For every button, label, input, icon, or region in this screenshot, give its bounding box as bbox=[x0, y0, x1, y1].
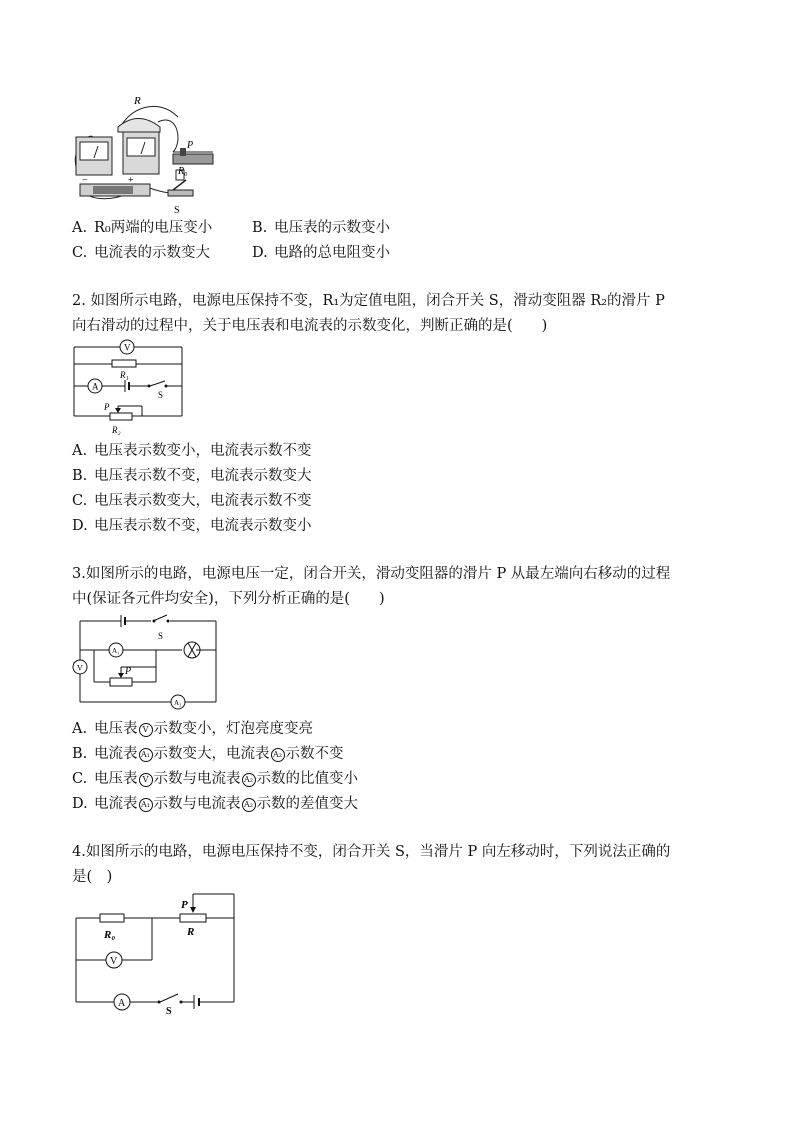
q3-stem-line2: 中(保证各元件均安全)，下列分析正确的是( ) bbox=[72, 591, 385, 607]
q3-option-b-text3: 示数不变 bbox=[285, 746, 344, 762]
ammeter-a2-symbol-icon: A₂ bbox=[242, 773, 256, 787]
q4-label-P: P bbox=[181, 899, 188, 911]
q1-option-d[interactable] bbox=[252, 244, 390, 262]
q3-option-d-text3: 示数的差值变大 bbox=[256, 796, 358, 812]
q2-circuit-figure bbox=[70, 338, 188, 438]
q1-label-minus: − bbox=[82, 175, 88, 186]
q3-option-c-label: C. bbox=[72, 771, 88, 787]
q2-option-b[interactable] bbox=[72, 467, 312, 485]
q1-label-P: P bbox=[187, 140, 194, 151]
q2-option-c[interactable] bbox=[72, 492, 312, 510]
q4-ammeter-label: A bbox=[118, 998, 126, 1009]
q3-option-d-text1: 电流表 bbox=[94, 796, 138, 812]
q4-label-R0: R₀ bbox=[104, 929, 116, 941]
q4-voltmeter-label: V bbox=[110, 956, 118, 967]
q1-option-b-text: 电压表的示数变小 bbox=[274, 220, 390, 236]
q2-option-c-label: C. bbox=[72, 493, 88, 509]
q3-option-a-text1: 电压表 bbox=[94, 721, 138, 737]
ammeter-a2-symbol-icon: A₂ bbox=[242, 798, 256, 812]
q3-label-S: S bbox=[158, 631, 164, 641]
q3-circuit-figure bbox=[66, 612, 224, 718]
q4-stem-line1: 4.如图所示的电路，电源电压保持不变，闭合开关 S，当滑片 P 向左移动时，下列说法正确的 bbox=[72, 844, 671, 860]
q4-label-S: S bbox=[166, 1006, 172, 1016]
q3-stem-line1: 3.如图所示的电路，电源电压一定，闭合开关，滑动变阻器的滑片 P 从最左端向右移动的过程 bbox=[72, 566, 671, 582]
q3-option-c[interactable] bbox=[72, 770, 358, 788]
q4-label-R: R bbox=[187, 926, 195, 938]
q1-option-d-label: D. bbox=[252, 245, 268, 261]
q2-label-R2: R₂ bbox=[112, 425, 121, 435]
q4-stem-line2: 是( ) bbox=[72, 869, 113, 885]
ammeter-a1-symbol-icon: A₁ bbox=[139, 798, 153, 812]
q3-voltmeter-label: V bbox=[77, 663, 83, 673]
q2-stem-line2: 向右滑动的过程中，关于电压表和电流表的示数变化，判断正确的是( ) bbox=[72, 318, 548, 334]
q1-option-c-text: 电流表的示数变大 bbox=[94, 245, 210, 261]
q3-option-c-text2: 示数与电流表 bbox=[153, 771, 241, 787]
q1-label-S: S bbox=[174, 205, 180, 216]
q1-label-R: R bbox=[134, 95, 141, 107]
q2-label-R1: R₁ bbox=[120, 370, 129, 380]
q2-option-c-text: 电压表示数变大，电流表示数不变 bbox=[94, 493, 312, 509]
q1-option-a-text: R₀两端的电压变小 bbox=[94, 220, 213, 236]
q3-option-a-text2: 示数变小，灯泡亮度变亮 bbox=[153, 721, 313, 737]
q2-option-d[interactable] bbox=[72, 517, 312, 535]
q1-option-b[interactable] bbox=[252, 219, 390, 237]
q3-option-b-text2: 示数变大，电流表 bbox=[153, 746, 270, 762]
q3-option-d-text2: 示数与电流表 bbox=[153, 796, 241, 812]
q2-voltmeter-label: V bbox=[124, 342, 131, 353]
q1-option-a[interactable] bbox=[72, 219, 212, 237]
voltmeter-symbol-icon: V bbox=[139, 773, 153, 787]
q2-stem-line1: 2. 如图所示电路，电源电压保持不变，R₁为定值电阻，闭合开关 S，滑动变阻器 R₂的滑片 P bbox=[72, 293, 665, 309]
q1-option-d-text: 电路的总电阻变小 bbox=[274, 245, 390, 261]
q3-option-b-label: B. bbox=[72, 746, 88, 762]
q4-circuit-figure bbox=[70, 890, 242, 1016]
q3-option-a-label: A. bbox=[72, 721, 88, 737]
q2-option-a-text: 电压表示数变小，电流表示数不变 bbox=[94, 443, 312, 459]
ammeter-a2-symbol-icon: A₂ bbox=[271, 748, 285, 762]
q1-option-c-label: C. bbox=[72, 245, 88, 261]
q1-option-b-label: B. bbox=[252, 220, 268, 236]
q3-ammeter-a1-label: A₁ bbox=[112, 647, 120, 655]
q3-option-c-text1: 电压表 bbox=[94, 771, 138, 787]
q1-label-plus: + bbox=[128, 175, 134, 186]
q3-option-d-label: D. bbox=[72, 796, 88, 812]
q2-label-S: S bbox=[158, 390, 164, 400]
ammeter-a1-symbol-icon: A₁ bbox=[139, 748, 153, 762]
q2-option-a[interactable] bbox=[72, 442, 312, 460]
q2-option-b-label: B. bbox=[72, 468, 88, 484]
q2-label-P: P bbox=[104, 402, 110, 412]
q2-option-d-text: 电压表示数不变，电流表示数变小 bbox=[94, 518, 312, 534]
q3-option-b[interactable] bbox=[72, 745, 344, 763]
q3-option-b-text1: 电流表 bbox=[94, 746, 138, 762]
q3-option-c-text3: 示数的比值变小 bbox=[256, 771, 358, 787]
q3-option-d[interactable] bbox=[72, 795, 358, 813]
q1-option-c[interactable] bbox=[72, 244, 210, 262]
q2-option-b-text: 电压表示数不变，电流表示数变大 bbox=[94, 468, 312, 484]
q2-option-d-label: D. bbox=[72, 518, 88, 534]
q2-option-a-label: A. bbox=[72, 443, 88, 459]
voltmeter-symbol-icon: V bbox=[139, 723, 153, 737]
q2-ammeter-label: A bbox=[92, 381, 99, 392]
q1-option-a-label: A. bbox=[72, 220, 88, 236]
q1-apparatus-figure bbox=[68, 92, 218, 217]
q3-label-P: P bbox=[125, 666, 132, 677]
q1-label-R0: R₀ bbox=[178, 166, 188, 177]
q3-option-a[interactable] bbox=[72, 720, 313, 738]
q3-ammeter-a2-label: A₂ bbox=[174, 699, 182, 707]
